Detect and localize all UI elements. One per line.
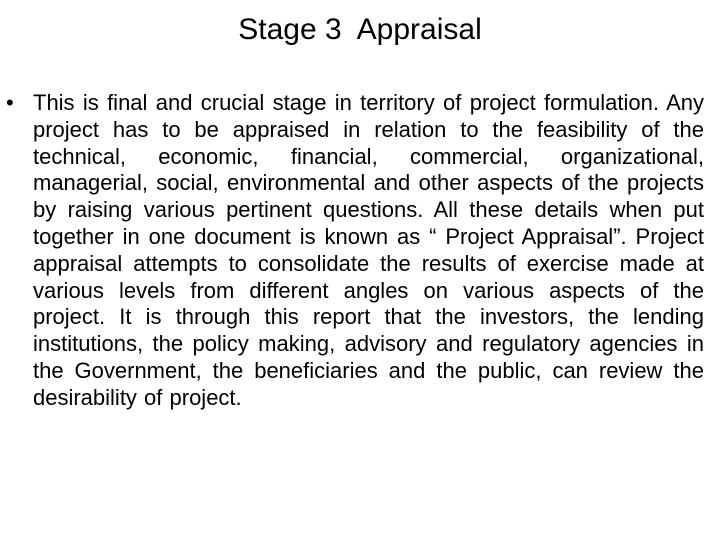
slide-title: Stage 3 Appraisal: [238, 13, 482, 46]
bullet-text: This is final and crucial stage in territory of project formulation. Any project has to be appraised in relation to the feasibility of the technical, economic, financial, commercial, organizational, managerial, social, environmental and other aspects of the projects by raising various pertinent questions. All these details when put together in one document is known as “ Project Appraisal”. Project appraisal attempts to consolidate the results of exercise made at various levels from different angles on various aspects of the project. It is through this report that the investors, the lending institutions, the policy making, advisory and regulatory agencies in the Government, the beneficiaries and the public, can review the desirability of project.: [33, 90, 704, 410]
bullet-dot-icon: •: [6, 90, 14, 115]
